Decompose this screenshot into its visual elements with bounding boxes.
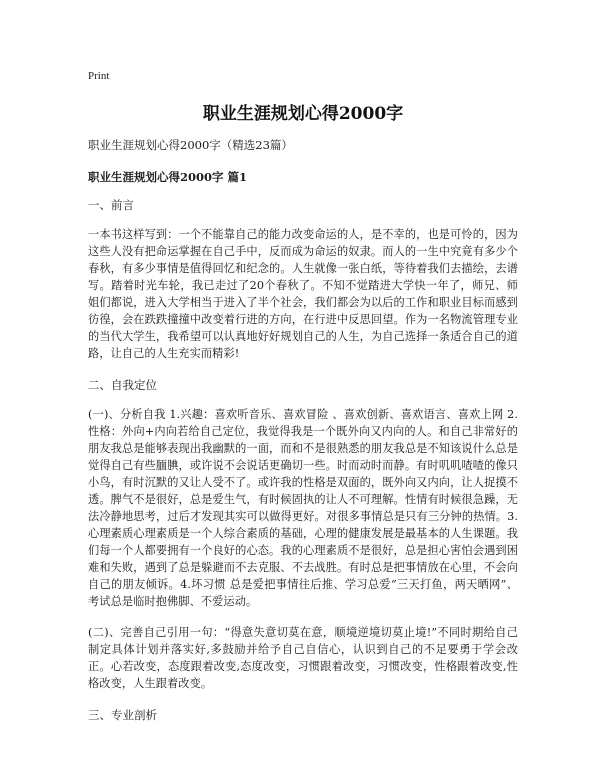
print-link[interactable]: Print xyxy=(88,70,110,82)
section-heading-preface: 一、前言 xyxy=(88,198,134,212)
paragraph-self-improvement: (二)、完善自己引用一句：“得意失意切莫在意，顺境逆境切莫止境!”不同时期给自己制定具体计划并落实好,多鼓励并给予自己自信心，认识到自己的不足要勇于学会改正。心若改变，态度跟着改变,态度改变，习惯跟着改变，习惯改变，性格跟着改变,性格改变，人生跟着改变。 xyxy=(88,626,518,690)
page-title: 职业生涯规划心得2000字 xyxy=(202,104,404,124)
paragraph-preface: 一本书这样写到：一个不能靠自己的能力改变命运的人，是不幸的，也是可怜的，因为这些人没有把命运掌握在自己手中，反而成为命运的奴隶。而人的一生中究竟有多少个春秋，有多少事情是值得回忆和纪念的。人生就像一张白纸，等待着我们去描绘，去谱写。踏着时光车轮，我已走过了20个春秋了。不知不觉踏进大学快一年了，师兄、师姐们都说，进入大学相当于进入了半个社会，我们都会为以后的工作和职业目标而感到彷徨，会在跌跌撞撞中改变着行进的方向，在行进中反思回望。作为一名物流管理专业的当代大学生，我希望可以认真地好好规划自己的人生，为自己选择一条适合自己的道路，让自己的人生充实而精彩! xyxy=(88,228,518,360)
section-heading-major-analysis: 三、专业剖析 xyxy=(88,708,157,722)
paragraph-self-analysis: (一)、分析自我 1.兴趣：喜欢听音乐、喜欢冒险 、喜欢创新、喜欢语言、喜欢上网 2.性格：外向+内向若给自己定位，我觉得我是一个既外向又内向的人。和自己非常好的朋友我总是能够表现出我幽默的一面，而和不是很熟悉的朋友我总是不知该说什么总是觉得自己有些腼腆，或许说不会说话更确切一些。时而动时而静。有时叽叽喳喳的像只小鸟，有时沉默的又让人受不了。或许我的性格是双面的，既外向又内向，让人捉摸不透。脾气不是很好，总是爱生气，有时候固执的让人不可理解。性情有时候很急躁，无法冷静地思考，过后才发现其实可以做得更好。对很多事情总是只有三分钟的热情。3.心理素质心理素质是一个人综合素质的基础，心理的健康发展是最基本的人生课题。我们每一个人都要拥有一个良好的心态。我的心理素质不是很好，总是担心害怕会遇到困难和失败，遇到了总是躲避而不去克服、不去战胜。有时总是把事情放在心里，不会向自己的朋友倾诉。4.坏习惯 总是爱把事情往后推、学习总爱“三天打鱼，两天晒网”、考试总是临时抱佛脚、不爱运动。 xyxy=(88,408,518,608)
section-heading-self-positioning: 二、自我定位 xyxy=(88,378,157,392)
document-subtitle: 职业生涯规划心得2000字（精选23篇） xyxy=(88,138,293,152)
article-heading: 职业生涯规划心得2000字 篇1 xyxy=(88,170,248,184)
document-page xyxy=(88,68,518,736)
